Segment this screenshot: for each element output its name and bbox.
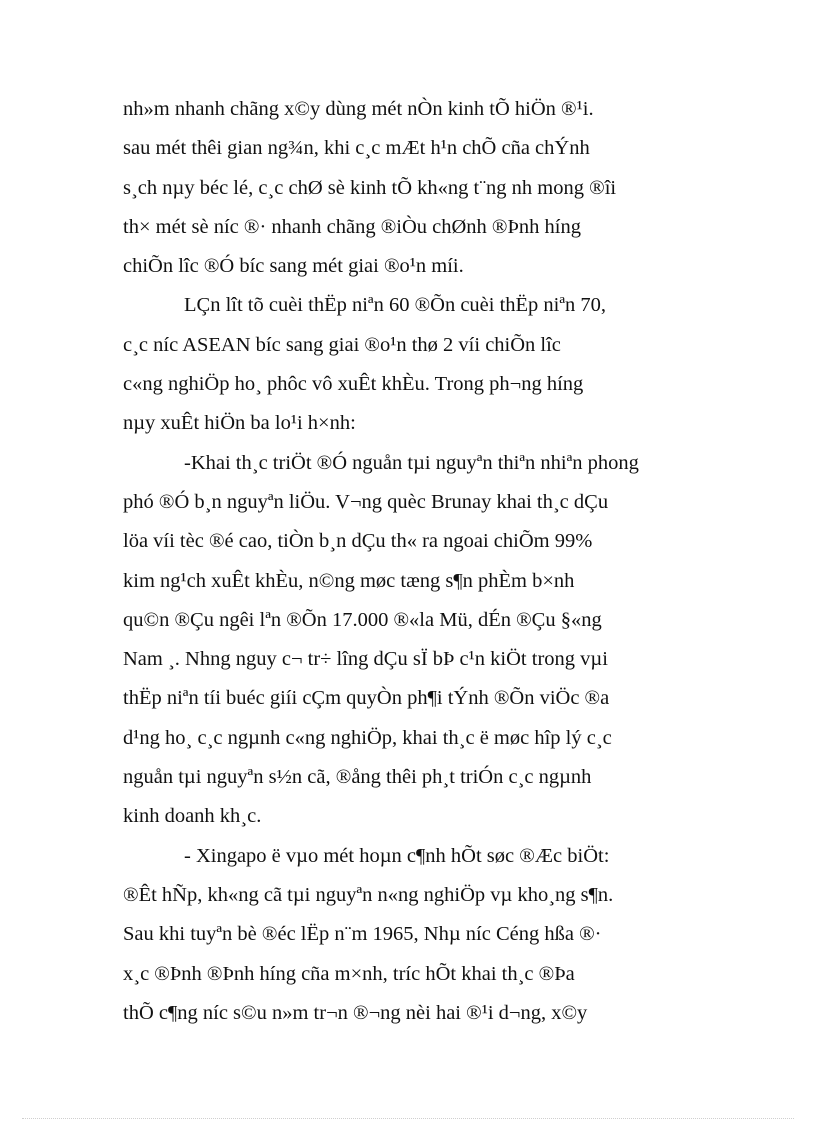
text-line: c¸c níc ASEAN bíc sang giai ®o¹n thø 2 víi chiÕn lîc — [123, 333, 561, 356]
text-line: sau mét thêi gian ng¾n, khi c¸c mÆt h¹n chÕ cña chÝnh — [123, 137, 590, 160]
text-line: thËp niªn tíi buéc giíi cÇm quyÒn ph¶i tÝnh ®Õn viÖc ®a — [123, 687, 610, 710]
text-line: thÕ c¶ng níc s©u n»m tr¬n ®¬ng nèi hai ®¹i d¬ng, x©y — [123, 1001, 588, 1024]
document-body — [123, 90, 695, 1033]
text-line: nh»m nhanh chãng x©y dùng mét nÒn kinh tÕ hiÖn ®¹i. — [123, 98, 594, 120]
text-line: phó ®Ó b¸n nguyªn liÖu. V¬ng quèc Brunay khai th¸c dÇu — [123, 490, 609, 513]
text-line: c«ng nghiÖp ho¸ phôc vô xuÊt khÈu. Trong ph¬ng híng — [123, 373, 584, 396]
text-line: x¸c ®Þnh ®Þnh híng cña m×nh, tríc hÕt khai th¸c ®Þa — [123, 962, 575, 985]
text-line: nµy xuÊt hiÖn ba lo¹i h×nh: — [123, 412, 356, 435]
text-line: löa víi tèc ®é cao, tiÒn b¸n dÇu th« ra ngoai chiÕm 99% — [123, 530, 593, 553]
text-line: th× mét sè níc ®· nhanh chãng ®iÒu chØnh ®Þnh híng — [123, 215, 581, 238]
text-line: kim ng¹ch xuÊt khÈu, n©ng møc tæng s¶n phÈm b×nh — [123, 569, 575, 592]
text-line: qu©n ®Çu ngêi lªn ®Õn 17.000 ®«la Mü, dÉn ®Çu §«ng — [123, 608, 602, 631]
text-line: d¹ng ho¸ c¸c ngµnh c«ng nghiÖp, khai th¸c ë møc hîp lý c¸c — [123, 726, 612, 749]
text-line: ®Êt hÑp, kh«ng cã tµi nguyªn n«ng nghiÖp vµ kho¸ng s¶n. — [123, 883, 614, 906]
paragraph-first-line: - Xingapo ë vµo mét hoµn c¶nh hÕt søc ®Æc biÖt: — [184, 844, 610, 867]
text-line: Nam ¸. Nhng nguy c¬ tr÷ lîng dÇu sÏ bÞ c¹n kiÖt trong vµi — [123, 648, 608, 671]
text-line: s¸ch nµy béc lé, c¸c chØ sè kinh tÕ kh«ng t¨ng nh mong ®îi — [123, 176, 617, 199]
paragraph-first-line: -Khai th¸c triÖt ®Ó nguån tµi nguyªn thiªn nhiªn phong — [184, 451, 639, 474]
page-bottom-divider — [22, 1118, 794, 1119]
text-line: nguån tµi nguyªn s½n cã, ®ång thêi ph¸t triÓn c¸c ngµnh — [123, 766, 592, 789]
text-line: Sau khi tuyªn bè ®éc lËp n¨m 1965, Nhµ níc Céng hßa ®· — [123, 923, 602, 946]
text-line: kinh doanh kh¸c. — [123, 805, 262, 828]
paragraph-first-line: LÇn lît tõ cuèi thËp niªn 60 ®Õn cuèi thËp niªn 70, — [184, 294, 607, 317]
text-line: chiÕn lîc ®Ó bíc sang mét giai ®o¹n míi. — [123, 255, 464, 278]
